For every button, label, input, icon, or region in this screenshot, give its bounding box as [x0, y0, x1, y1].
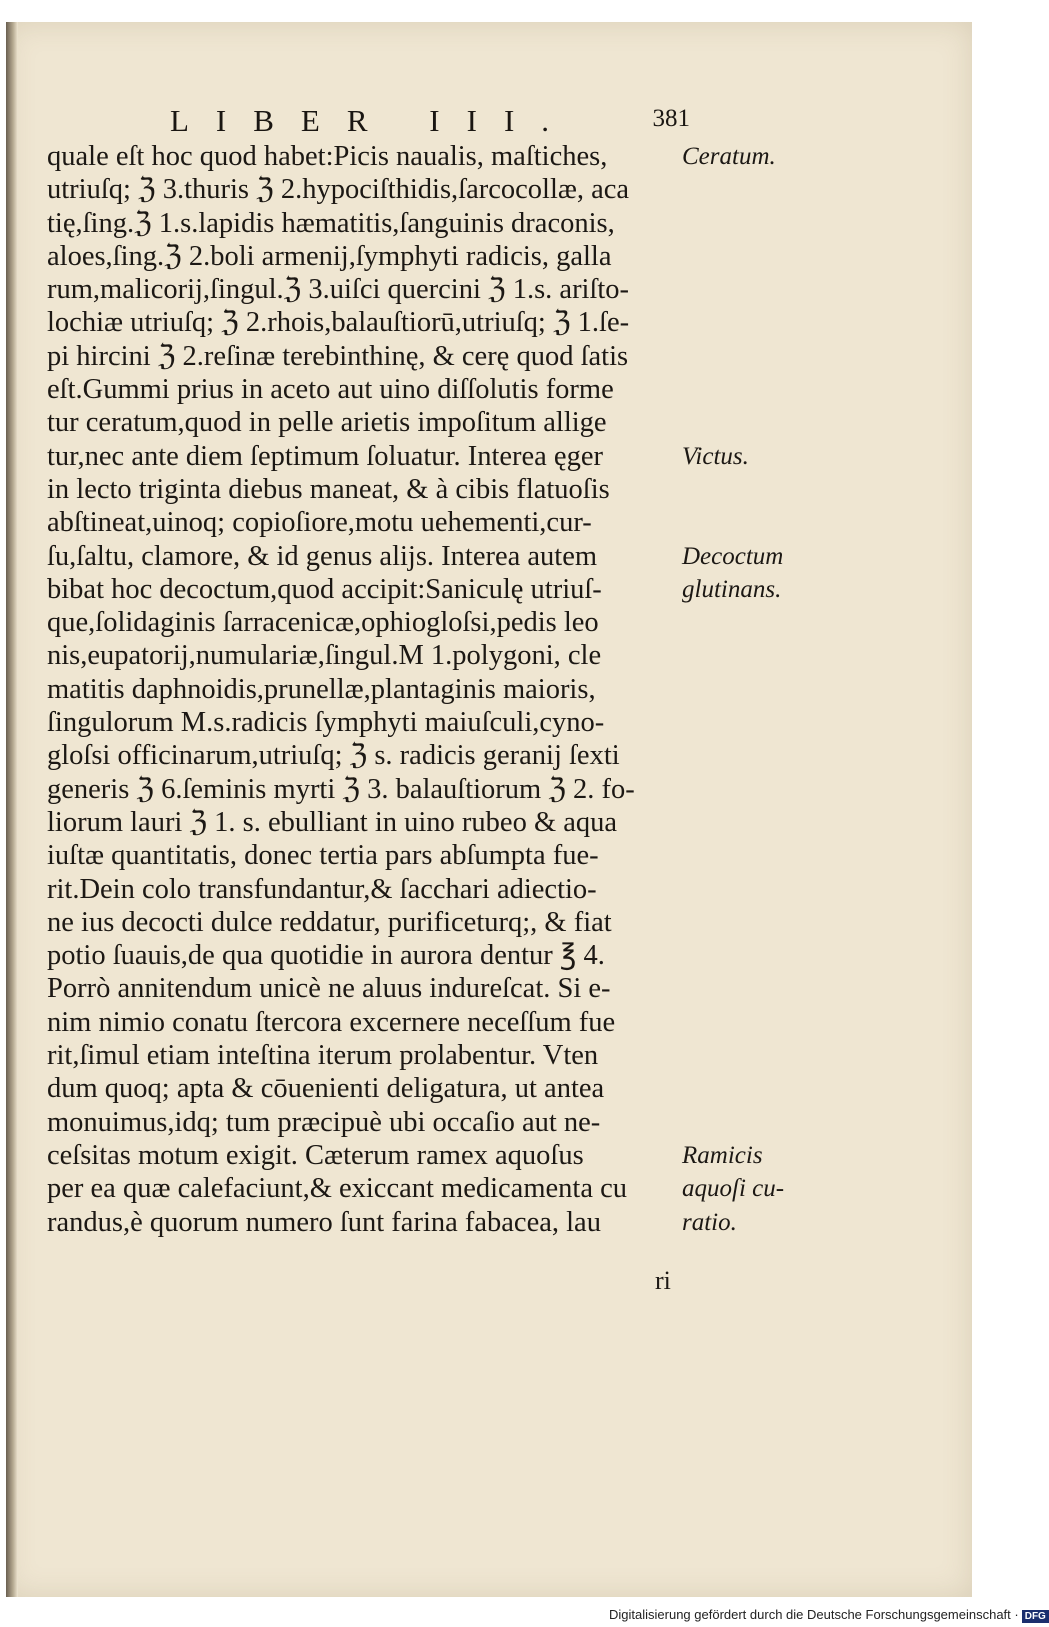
- margin-note: Victus.: [682, 442, 749, 470]
- dfg-logo: DFG: [1022, 1610, 1049, 1623]
- text-line: pi hircini ℨ 2.reſinæ terebinthinę, & cerę quod ſatis: [47, 340, 629, 372]
- margin-note: Decoctum: [682, 542, 784, 570]
- text-line: liorum lauri ℨ 1. s. ebulliant in uino rubeo & aqua: [47, 806, 618, 838]
- text-line: lochiæ utriuſq; ℨ 2.rhois,balauſtiorū,utriuſq; ℨ 1.ſe-: [47, 307, 630, 339]
- text-line: tię,ſing.ℨ 1.s.lapidis hæmatitis,ſanguinis draconis,: [47, 207, 615, 239]
- running-title: LIBER III.: [170, 103, 577, 138]
- text-line: matitis daphnoidis,prunellæ,plantaginis maioris,: [47, 673, 596, 705]
- text-line: ſu,ſaltu, clamore, & id genus alijs. Interea autem: [47, 540, 598, 572]
- text-line: quale eſt hoc quod habet:Picis naualis, maſtiches,: [47, 141, 608, 172]
- text-line: iuſtæ quantitatis, donec tertia pars abſumpta fue-: [47, 840, 599, 872]
- catchword: ri: [655, 1266, 671, 1295]
- margin-note: glutinans.: [682, 575, 782, 603]
- text-line: rit,ſimul etiam inteſtina iterum prolabentur. Vten: [47, 1040, 599, 1072]
- text-line: aloes,ſing.ℨ 2.boli armenij,ſymphyti radicis, galla: [47, 240, 612, 272]
- text-line: bibat hoc decoctum,quod accipit:Saniculę utriuſ-: [47, 573, 602, 605]
- text-line: potio ſuauis,de qua quotidie in aurora dentur ℥ 4.: [47, 940, 605, 972]
- text-line: ceſsitas motum exigit. Cæterum ramex aquoſus: [47, 1139, 584, 1171]
- text-line: ne ius decocti dulce reddatur, purificeturq;, & fiat: [47, 906, 612, 938]
- digitization-footer: [609, 1607, 1046, 1625]
- text-line: gloſsi officinarum,utriuſq; ℨ s. radicis geranij ſexti: [47, 740, 620, 772]
- text-line: abſtineat,uinoq; copioſiore,motu uehementi,cur-: [47, 507, 592, 539]
- text-line: rum,malicorij,ſingul.ℨ 3.uiſci quercini ℨ 1.s. ariſto-: [47, 274, 630, 306]
- margin-note: Ceratum.: [682, 143, 776, 170]
- text-line: Porrò annitendum unicè ne aluus indureſcat. Si e-: [47, 973, 611, 1005]
- text-line: nim nimio conatu ſtercora excernere neceſſum fue: [47, 1006, 616, 1038]
- text-line: dum quoq; apta & cōuenienti deligatura, ut antea: [47, 1073, 605, 1105]
- folio-number: 381: [652, 105, 690, 132]
- text-line: utriuſq; ℨ 3.thuris ℨ 2.hypociſthidis,ſarcocollæ, aca: [47, 174, 630, 206]
- text-line: randus,è quorum numero ſunt farina fabacea, lau: [47, 1206, 601, 1238]
- text-line: tur ceratum,quod in pelle arietis impoſitum allige: [47, 407, 607, 439]
- text-line: in lecto triginta diebus maneat, & à cibis flatuoſis: [47, 473, 610, 505]
- text-line: nis,eupatorij,numulariæ,ſingul.M 1.polygoni, cle: [47, 640, 602, 672]
- text-line: que,ſolidaginis ſarracenicæ,ophiogloſsi,pedis leo: [47, 607, 599, 639]
- margin-note: aquoſi cu-: [682, 1175, 785, 1203]
- text-line: rit.Dein colo transfundantur,& ſacchari adiectio-: [47, 873, 597, 905]
- page-header: [170, 103, 690, 140]
- page-gutter-shadow: [6, 22, 18, 1597]
- text-line: generis ℨ 6.ſeminis myrti ℨ 3. balauſtiorum ℨ 2. fo-: [47, 773, 635, 805]
- footer-credit: Digitalisierung gefördert durch die Deutsche Forschungsgemeinschaft ·: [609, 1607, 1019, 1622]
- text-line: eſt.Gummi prius in aceto aut uino diſſolutis forme: [47, 374, 614, 406]
- text-line: per ea quæ calefaciunt,& exiccant medicamenta cu: [47, 1173, 627, 1205]
- margin-note: ratio.: [682, 1208, 737, 1236]
- text-line: monuimus,idq; tum præcipuè ubi occaſio aut ne-: [47, 1106, 601, 1138]
- text-line: ſingulorum M.s.radicis ſymphyti maiuſculi,cyno-: [47, 707, 605, 739]
- main-text-block: [47, 140, 687, 1239]
- text-line: tur,nec ante diem ſeptimum ſoluatur. Interea ęger: [47, 440, 603, 472]
- margin-note: Ramicis: [682, 1142, 763, 1169]
